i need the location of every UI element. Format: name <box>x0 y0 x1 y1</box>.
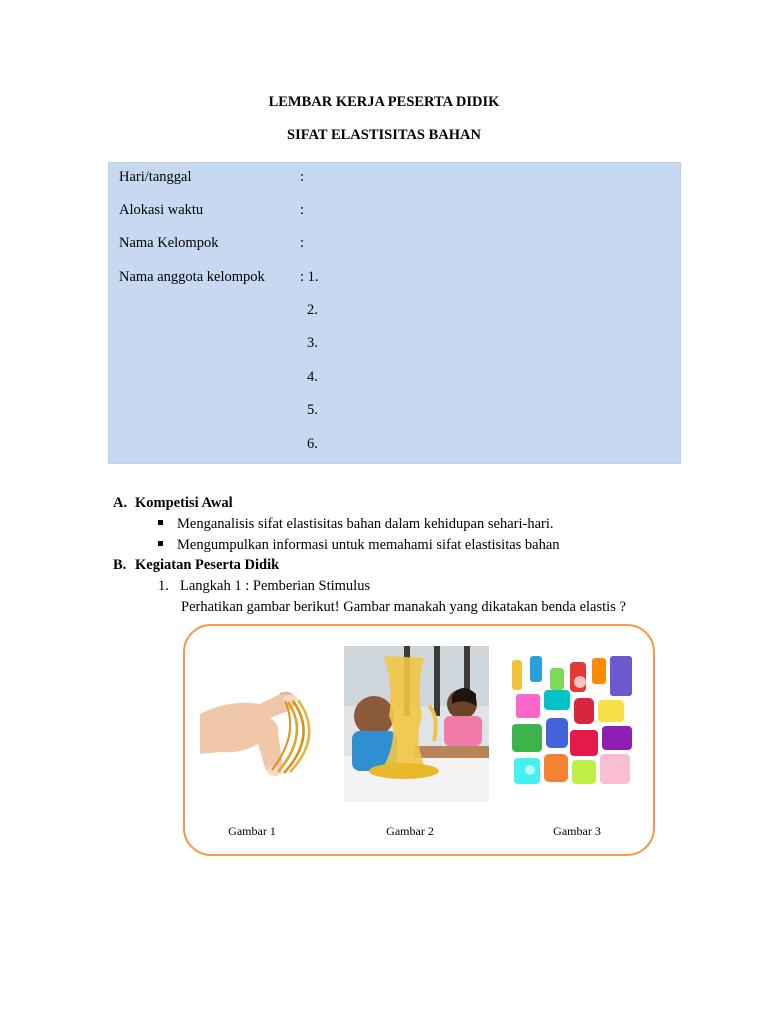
list-item: Mengumpulkan informasi untuk memahami sifat elastisitas bahan <box>158 537 560 554</box>
info-colon: : <box>300 235 305 251</box>
info-label: Hari/tanggal <box>119 169 192 185</box>
info-colon: : <box>300 169 305 185</box>
plastic-items-image <box>510 654 640 794</box>
member-number: 3. <box>307 335 318 351</box>
member-number: 5. <box>307 402 318 418</box>
step-number: 1. <box>158 578 169 594</box>
member-number: 2. <box>307 302 318 318</box>
section-b-heading <box>113 557 279 574</box>
page-title: LEMBAR KERJA PESERTA DIDIK <box>268 94 500 110</box>
info-colon: : 1. <box>300 269 319 285</box>
figure-caption: Gambar 2 <box>386 824 434 838</box>
member-number: 6. <box>307 436 318 452</box>
slime-kids-image <box>344 646 489 802</box>
member-number: 4. <box>307 369 318 385</box>
section-a-heading <box>113 495 233 512</box>
bullet-square-icon <box>158 520 163 525</box>
info-label: Nama Kelompok <box>119 235 219 251</box>
figure-frame <box>183 624 655 856</box>
figure-caption: Gambar 3 <box>553 824 601 838</box>
section-letter: B. <box>113 557 127 573</box>
section-title: Kegiatan Peserta Didik <box>135 557 280 573</box>
rubber-band-image <box>200 654 330 784</box>
step-instruction: Perhatikan gambar berikut! Gambar manakah yang dikatakan benda elastis ? <box>181 599 626 615</box>
step-title: Langkah 1 : Pemberian Stimulus <box>180 578 371 594</box>
info-colon: : <box>300 202 305 218</box>
section-letter: A. <box>113 495 128 511</box>
info-label: Nama anggota kelompok <box>119 269 265 285</box>
list-item: Menganalisis sifat elastisitas bahan dalam kehidupan sehari-hari. <box>158 516 553 533</box>
page-subtitle: SIFAT ELASTISITAS BAHAN <box>287 127 481 143</box>
step-heading <box>158 578 370 595</box>
bullet-square-icon <box>158 541 163 546</box>
figure-caption: Gambar 1 <box>228 824 276 838</box>
student-info-box <box>108 162 681 464</box>
info-label: Alokasi waktu <box>119 202 204 218</box>
section-title: Kompetisi Awal <box>135 495 233 511</box>
